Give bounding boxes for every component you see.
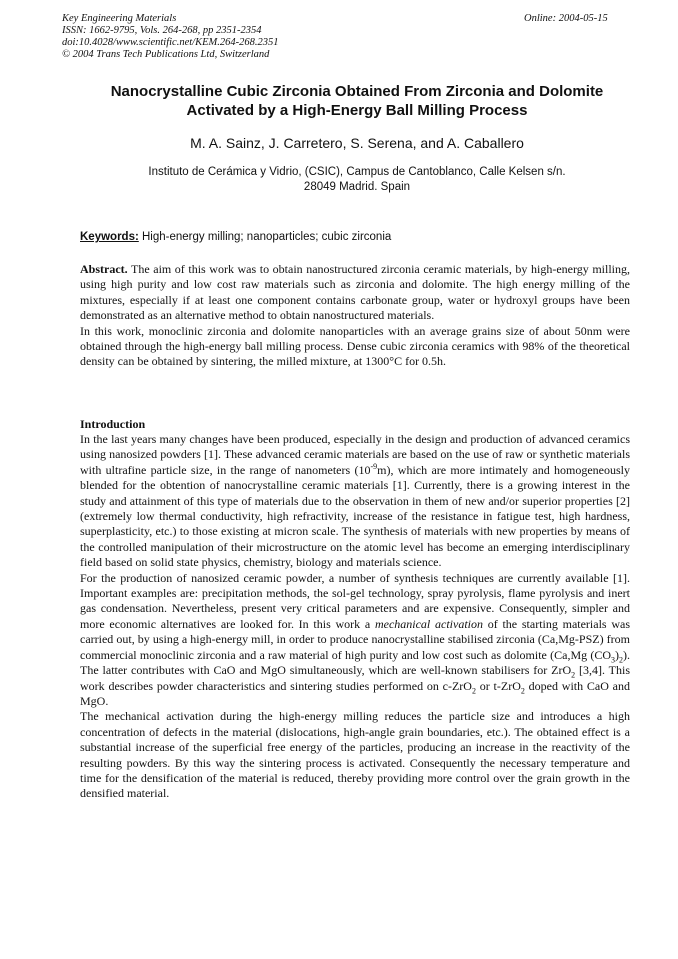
title-line-1: Nanocrystalline Cubic Zirconia Obtained From Zirconia and Dolomite — [110, 83, 604, 100]
intro-p2-text-a: For the production of nanosized ceramic powder, a number of synthesis techniques are currently available [1]. Important examples are: precipitation methods, the sol-gel technology, spray pyrolysis, flame pyrolysis and inert gas condensation. Nevertheless, present very critical parameters and are expensive. Consequently, simpler and more economic alternatives are looked for. In this work a — [80, 570, 630, 631]
affiliation-line-2: 28049 Madrid. Spain — [303, 181, 411, 193]
keywords-label: Keywords: — [80, 231, 139, 243]
abstract-paragraph-2: In this work, monoclinic zirconia and dolomite nanoparticles with an average grains size of about 50nm were obtained through the high-energy ball milling process. Dense cubic zirconia ceramics with 98% of the theoretical density can be obtained by sintering, the milled mixture, at 1300°C for 0.5h. — [80, 323, 630, 369]
affiliation — [60, 165, 654, 195]
intro-p2-italic: mechanical activation — [374, 616, 483, 631]
journal-name: Key Engineering Materials — [62, 13, 177, 24]
online-date: Online: 2004-05-15 — [524, 13, 608, 24]
intro-p1-sup: -9 — [370, 461, 378, 471]
author-list: M. A. Sainz, J. Carretero, S. Serena, and A. Caballero — [190, 135, 524, 151]
intro-p2-sub-2: 2 — [619, 655, 623, 665]
introduction-body — [80, 432, 630, 802]
title-line-2: Activated by a High-Energy Ball Milling Process — [186, 102, 528, 119]
intro-p2-sub-3: 2 — [571, 670, 576, 680]
intro-p2-text-e: [3,4]. This work describes powder characteristics and sintering studies performed on c-ZrO — [80, 663, 630, 693]
keywords — [80, 230, 632, 245]
introduction-heading: Introduction — [80, 417, 146, 431]
intro-paragraph-3: The mechanical activation during the high-energy milling reduces the particle size and introduces a high concentration of defects in the material (dislocations, high-angle grain boundaries, etc.). The obtained effect is a substantial increase of the superficial free energy of the particles, producing an increase in the reactivity of the resulting powders. By this way the sintering process is activated. Consequently the necessary temperature and time for the densification of the material is reduced, thereby providing more control over the grain growth in the densified material. — [80, 709, 630, 801]
paper-title — [60, 82, 654, 120]
intro-p2-text-b: of the starting materials was carried out, by using a high-energy mill, in order to produce nanocrystalline stabilised zirconia (Ca,Mg-PSZ) from commercial monoclinic zirconia and a raw material of high purity and low cost such as dolomite (Ca,Mg (CO — [80, 616, 630, 662]
intro-p2-text-c: ) — [615, 647, 619, 662]
doi-line: doi:10.4028/www.scientific.net/KEM.264-268.2351 — [62, 37, 279, 48]
intro-p2-sub-4: 2 — [471, 685, 476, 695]
abstract-label: Abstract. — [80, 262, 128, 276]
abstract-paragraph-1 — [80, 262, 630, 324]
intro-p1-text-a: In the last years many changes have been produced, especially in the design and production of advanced ceramics using nanosized powders [1]. These advanced ceramic materials are based on the use of raw or synthetic materials with ultrafine particle size, in the range of nanometers (10 — [80, 432, 630, 477]
intro-p2-text-f: or t-ZrO — [475, 678, 521, 693]
issn-line: ISSN: 1662-9795, Vols. 264-268, pp 2351-2354 — [62, 25, 262, 36]
intro-p1-text-b: m), which are more intimately and homogeneously blended for the obtention of nanocrystalline ceramic materials [1]. Currently, there is a growing interest in the study and attainment of this type of materials due to the observation in them of new and/or superior properties [2] (extremely low thermal conductivity, high refractivity, increase of the resistance in fatigue test, high hardness, superplasticity, etc.) to those existing at micron scale. The synthesis of materials with new properties by means of the controlled manipulation of their microstructure on the atomic level has become an emerging interdisciplinary field based on solid state physics, chemistry, biology and materials science. — [80, 462, 631, 570]
keywords-text: High-energy milling; nanoparticles; cubic zirconia — [138, 231, 392, 243]
abstract — [80, 262, 630, 370]
intro-paragraph-1 — [80, 432, 630, 571]
intro-p2-sub-5: 2 — [520, 685, 525, 695]
affiliation-line-1: Instituto de Cerámica y Vidrio, (CSIC), Campus de Cantoblanco, Calle Kelsen s/n. — [148, 166, 566, 178]
journal-header — [62, 13, 279, 61]
copyright-line: © 2004 Trans Tech Publications Ltd, Switzerland — [62, 49, 270, 60]
abstract-text-1: The aim of this work was to obtain nanostructured zirconia ceramic materials, by high-energy milling, using high purity and low cost raw materials such as zirconia and dolomite. The high energy milling of the mixtures, especially if at least one component contains carbonate group, water or hydroxyl groups have been demonstrated as an alternative method to obtain nanostructured materials. — [80, 262, 630, 323]
intro-paragraph-2 — [80, 571, 630, 710]
intro-p2-text-g: doped with CaO and MgO. — [80, 678, 631, 708]
intro-p2-text-d: ). The latter contributes with CaO and MgO simultaneously, which are well-known stabilisers for ZrO — [80, 647, 630, 678]
intro-p2-sub-1: 3 — [611, 655, 615, 665]
